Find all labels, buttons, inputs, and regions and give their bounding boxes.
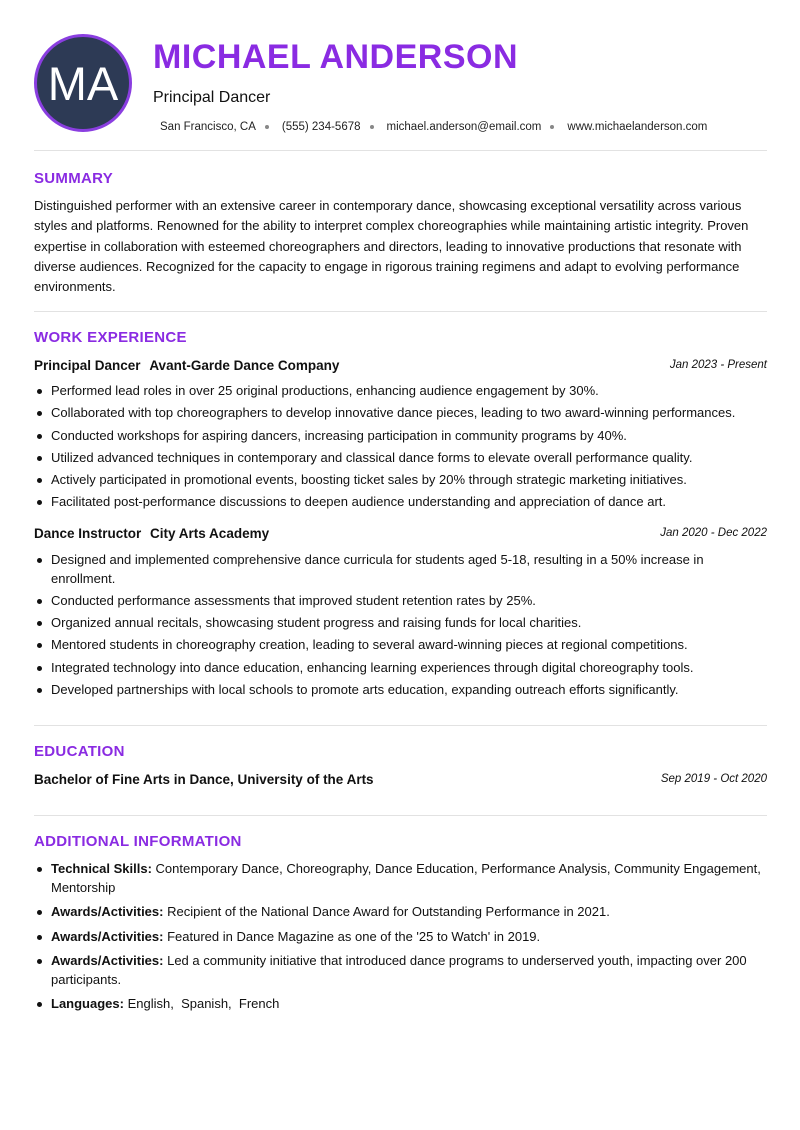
list-item: Facilitated post-performance discussions to deepen audience understanding and appreciation of dance art. [34, 493, 769, 512]
contact-location: San Francisco, CA [160, 121, 256, 133]
education-dates: Sep 2019 - Oct 2020 [660, 773, 767, 785]
item-text: Contemporary Dance, Choreography, Dance Education, Performance Analysis, Community Engagement, Mentorship [51, 861, 761, 895]
additional-list [34, 860, 769, 1020]
job-dates: Jan 2023 - Present [669, 359, 767, 371]
item-label: Languages: [51, 996, 124, 1011]
candidate-title: Principal Dancer [153, 89, 271, 106]
education-divider [34, 815, 767, 816]
list-item [34, 928, 769, 947]
header-divider [34, 150, 767, 151]
summary-divider [34, 311, 767, 312]
list-item [34, 995, 769, 1014]
item-text: Featured in Dance Magazine as one of the '25 to Watch' in 2019. [167, 928, 541, 944]
additional-heading: ADDITIONAL INFORMATION [34, 833, 242, 850]
experience-heading: WORK EXPERIENCE [34, 329, 187, 346]
contact-website[interactable]: www.michaelanderson.com [567, 121, 708, 133]
job-title: Dance Instructor [34, 526, 142, 541]
separator-dot-icon [370, 125, 374, 129]
job-dates: Jan 2020 - Dec 2022 [660, 527, 767, 539]
job-company: Avant-Garde Dance Company [149, 358, 340, 373]
job-company: City Arts Academy [150, 526, 270, 541]
list-item: Utilized advanced techniques in contemporary and classical dance forms to elevate overall performance quality. [34, 449, 769, 468]
summary-heading: SUMMARY [34, 170, 114, 187]
list-item: Collaborated with top choreographers to develop innovative dance pieces, leading to two award-winning performances. [34, 404, 769, 423]
contact-phone: (555) 234-5678 [281, 121, 361, 133]
contact-email[interactable]: michael.anderson@email.com [386, 121, 542, 133]
list-item: Conducted performance assessments that improved student retention rates by 25%. [34, 592, 769, 611]
job-header [34, 358, 767, 373]
contact-bar [160, 121, 707, 133]
job-bullet-list [34, 551, 769, 703]
list-item: Organized annual recitals, showcasing student progress and raising funds for local charities. [34, 614, 769, 633]
list-item [34, 952, 769, 989]
list-item: Mentored students in choreography creation, leading to several award-winning pieces at regional competitions. [34, 636, 769, 655]
list-item: Performed lead roles in over 25 original productions, enhancing audience engagement by 30%. [34, 382, 769, 401]
experience-divider [34, 725, 767, 726]
education-entry [34, 772, 767, 787]
separator-dot-icon [550, 125, 554, 129]
item-text: Led a community initiative that introduced dance programs to underserved youth, impacting over 200 participants. [51, 953, 747, 987]
avatar-initials: MA [47, 56, 119, 110]
item-text: Recipient of the National Dance Award for Outstanding Performance in 2021. [167, 904, 610, 919]
list-item: Designed and implemented comprehensive dance curricula for students aged 5-18, resulting in a 50% increase in enrollment. [34, 551, 769, 588]
item-label: Awards/Activities: [51, 904, 164, 919]
list-item: Integrated technology into dance education, enhancing learning experiences through digital choreography tools. [34, 659, 769, 678]
list-item: Developed partnerships with local schools to promote arts education, expanding outreach efforts significantly. [34, 681, 769, 700]
job-header [34, 526, 767, 541]
education-heading: EDUCATION [34, 743, 125, 760]
summary-text: Distinguished performer with an extensive career in contemporary dance, showcasing exceptional versatility across various styles and platforms. Renowned for the ability to interpret complex choreographies while maintaining artistic integrity. Proven expertise in collaboration with esteemed choreographers and directors, leading to innovative productions that resonate with diverse audiences. Recognized for the capacity to engage in rigorous training regimens and adapt to evolving performance environments. [34, 198, 749, 295]
list-item [34, 903, 769, 922]
list-item: Actively participated in promotional events, boosting ticket sales by 20% through strategic marketing initiatives. [34, 471, 769, 490]
job-bullet-list [34, 382, 769, 516]
item-label: Technical Skills: [51, 861, 152, 876]
item-label: Awards/Activities: [51, 928, 164, 944]
job-title: Principal Dancer [34, 358, 141, 373]
avatar [34, 34, 132, 132]
list-item: Conducted workshops for aspiring dancers, increasing participation in community programs by 40%. [34, 427, 769, 446]
item-label: Awards/Activities: [51, 953, 164, 968]
list-item [34, 860, 769, 897]
item-text: English, Spanish, French [127, 996, 280, 1011]
degree: Bachelor of Fine Arts in Dance, University of the Arts [34, 772, 374, 787]
candidate-name: MICHAEL ANDERSON [153, 38, 519, 76]
separator-dot-icon [265, 125, 269, 129]
